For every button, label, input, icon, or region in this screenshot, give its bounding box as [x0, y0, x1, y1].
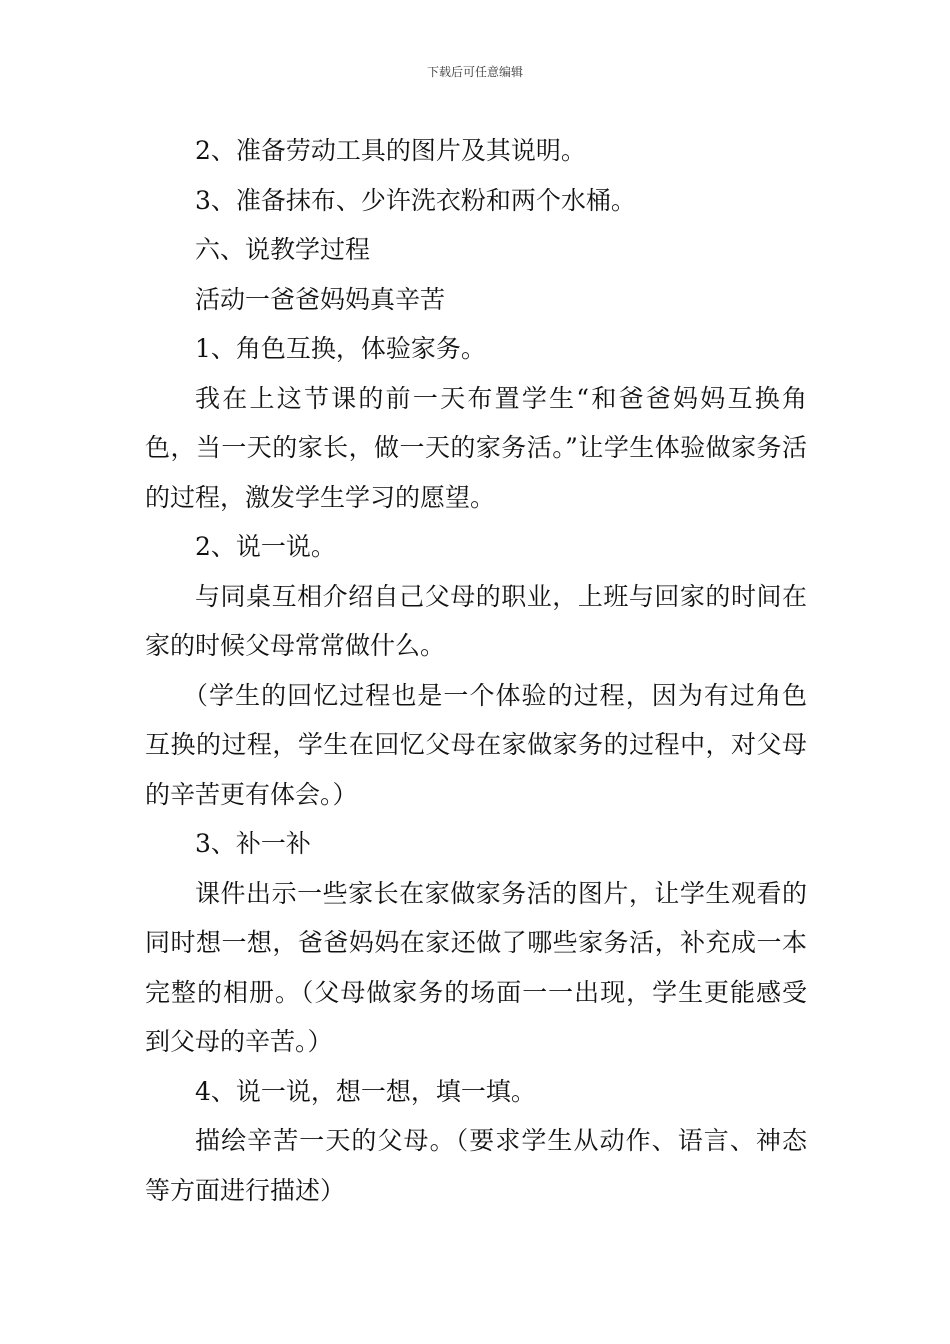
step-supplement: 3、补一补: [195, 829, 311, 858]
step-say-think-fill: 4、说一说，想一想，填一填。: [195, 1076, 536, 1106]
step-talk: 2、说一说。: [195, 532, 336, 561]
paragraph-role-swap-detail: 我在上这节课的前一天布置学生“和爸爸妈妈互换角色，当一天的家长，做一天的家务活。”让学生体验做家务活的过程，激发学生学习的愿望。: [145, 383, 807, 512]
paragraph-describe-parents: 描绘辛苦一天的父母。（要求学生从动作、语言、神态等方面进行描述）: [145, 1126, 807, 1205]
activity-heading: 活动一爸爸妈妈真辛苦: [195, 284, 446, 314]
document-body: [145, 126, 807, 1215]
paragraph-courseware-pictures: 课件出示一些家长在家做家务活的图片，让学生观看的同时想一想，爸爸妈妈在家还做了哪些家务活，补充成一本完整的相册。（父母做家务的场面一一出现，学生更能感受到父母的辛苦。）: [145, 878, 807, 1056]
step-role-swap: 1、角色互换，体验家务。: [195, 334, 486, 363]
paragraph-prep-tool-pictures: 2、准备劳动工具的图片及其说明。: [195, 136, 586, 165]
section-heading-teaching-process: 六、说教学过程: [195, 235, 371, 264]
paragraph-introduce-parents: 与同桌互相介绍自己父母的职业，上班与回家的时间在家的时候父母常常做什么。: [145, 581, 807, 660]
paragraph-recall-note: （学生的回忆过程也是一个体验的过程，因为有过角色互换的过程，学生在回忆父母在家做家务的过程中，对父母的辛苦更有体会。）: [145, 680, 807, 809]
paragraph-prep-cloth-bucket: 3、准备抹布、少许洗衣粉和两个水桶。: [195, 185, 636, 215]
page-header-note: 下载后可任意编辑: [426, 65, 523, 79]
